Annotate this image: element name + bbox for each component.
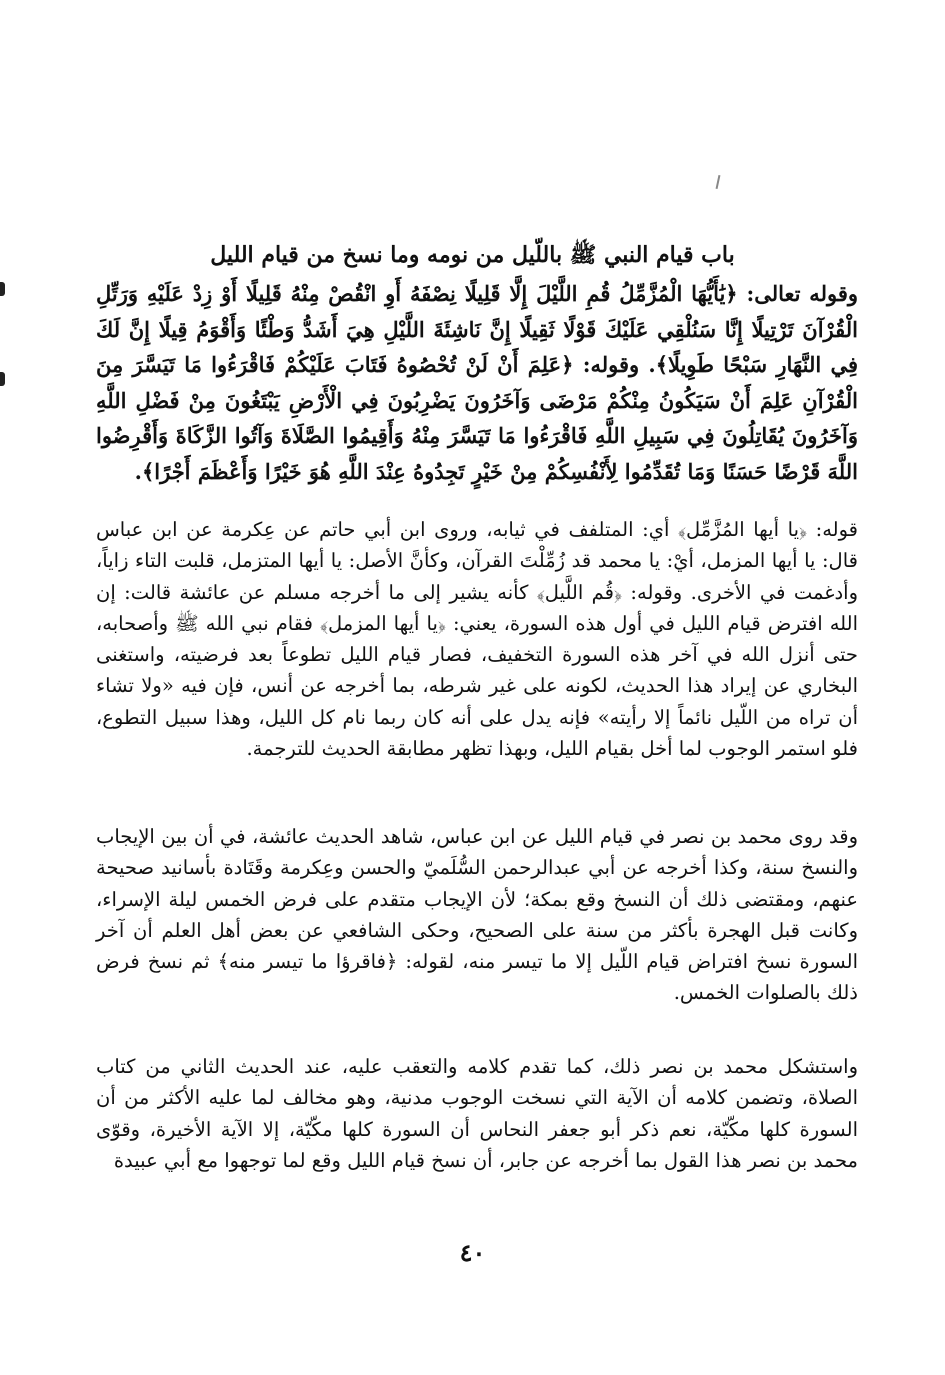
quran-passage-text: وقوله تعالى: ﴿يَٰأَيُّهَا الْمُزَّمِّلُ قُمِ اللَّيْلَ إِلَّا قَلِيلًا نِصْفَهُ أَوِ انْقُصْ مِنْهُ قَلِيلًا أَوْ زِدْ عَلَيْهِ وَرَتِّلِ الْقُرْآنَ تَرْتِيلًا إِنَّا سَنُلْقِي عَلَيْكَ قَوْلًا ثَقِيلًا إِنَّ نَاشِئَةَ اللَّيْلِ هِيَ أَشَدُّ وَطْئًا وَأَقْوَمُ قِيلًا إِنَّ لَكَ فِي النَّهَارِ سَبْحًا طَوِيلًا﴾. وقوله: ﴿عَلِمَ أَنْ لَنْ تُحْصُوهُ فَتَابَ عَلَيْكُمْ فَاقْرَءُوا مَا تَيَسَّرَ مِنَ الْقُرْآنِ عَلِمَ أَنْ سَيَكُونُ مِنْكُمْ مَرْضَى وَآخَرُونَ يَضْرِبُونَ فِي الْأَرْضِ يَبْتَغُونَ مِنْ فَضْلِ اللَّهِ وَآخَرُونَ يُقَاتِلُونَ فِي سَبِيلِ اللَّهِ فَاقْرَءُوا مَا تَيَسَّرَ مِنْهُ وَأَقِيمُوا الصَّلَاةَ وَآتُوا الزَّكَاةَ وَأَقْرِضُوا اللَّهَ قَرْضًا حَسَنًا وَمَا تُقَدِّمُوا لِأَنْفُسِكُمْ مِنْ خَيْرٍ تَجِدُوهُ عِنْدَ اللَّهِ هُوَ خَيْرًا وَأَعْظَمَ أَجْرًا﴾. [96,281,858,484]
chapter-title: باب قيام النبي ﷺ باللّيل من نومه وما نسخ من قيام الليل [210,242,735,268]
paragraph-text: واستشكل محمد بن نصر ذلك، كما تقدم كلامه والتعقب عليه، عند الحديث الثاني من كتاب الصلاة، وتضمن كلامه أن الآية التي نسخت الوجوب مدنية، وهو مخالف لما عليه الأكثر من أن السورة كلها مكّيّة، نعم ذكر أبو جعفر النحاس أن السورة كلها مكّيّة، إلا الآية الأخيرة، وقوّى محمد بن نصر هذا القول بما أخرجه عن جابر، أن نسخ قيام الليل وقع لما توجهوا مع أبي عبيدة [96,1055,858,1172]
edge-mark-upper [0,282,5,296]
paragraph-text: وقد روى محمد بن نصر في قيام الليل عن ابن عباس، شاهد الحديث عائشة، في أن بين الإيجاب والنسخ سنة، وكذا أخرجه عن أبي عبدالرحمن السُّلَميّ والحسن وعِكرمة وقَتَادة بأسانيد صحيحة عنهم، ومقتضى ذلك أن النسخ وقع بمكة؛ لأن الإيجاب متقدم على فرض الخمس ليلة الإسراء، وكانت قبل الهجرة بأكثر من سنة على الصحيح، وحكى الشافعي عن بعض أهل العلم أن آخر السورة نسخ افتراض قيام اللّيل إلا ما تيسر منه، لقوله: ﴿فاقرؤا ما تيسر منه﴾ ثم نسخ فرض ذلك بالصلوات الخمس. [96,825,858,1005]
paragraph-text: قوله: ﴿يا أيها المُزَّمِّل﴾ أي: المتلفف في ثيابه، وروى ابن أبي حاتم عن عِكرمة عن ابن عباس قال: يا أيها المزمل، أيْ: يا محمد قد زُمِّلْتَ القرآن، وكأنَّ الأصل: يا أيها المتزمل، قلبت التاء زاياً، وأدغمت في الأخرى. وقوله: ﴿قُم اللَّيل﴾ كأنه يشير إلى ما أخرجه مسلم عن عائشة قالت: إن الله افترض قيام الليل في أول هذه السورة، يعني: ﴿يا أيها المزمل﴾ فقام نبي الله ﷺ وأصحابه، حتى أنزل الله في آخر هذه السورة التخفيف، فصار قيام الليل تطوعاً بعد فرضيته، واستغنى البخاري عن إيراد هذا الحديث، لكونه على غير شرطه، بما أخرجه عن أنس، فإن فيه «ولا تشاء أن تراه من اللّيل نائماً إلا رأيته» فإنه يدل على أنه كان ربما نام كل الليل، وهذا سبيل التطوع، فلو استمر الوجوب لما أخل بقيام الليل، وبهذا تظهر مطابقة الحديث للترجمة. [96,518,858,761]
stray-mark [716,175,721,189]
page-number: ٤٠ [459,1238,486,1267]
paragraph-3 [96,1051,858,1176]
paragraph-1 [96,514,858,764]
edge-mark-lower [0,372,5,386]
quran-passage [96,276,858,489]
paragraph-2 [96,821,858,1009]
